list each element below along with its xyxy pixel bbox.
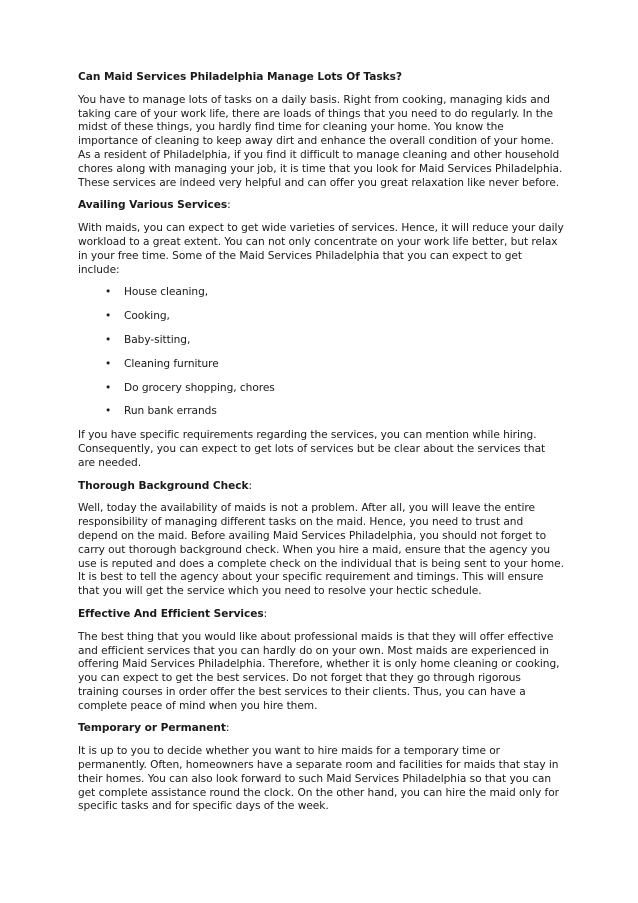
list-item-text: Cooking, bbox=[124, 310, 170, 323]
heading-colon: : bbox=[263, 607, 268, 620]
list-item-text: Do grocery shopping, chores bbox=[124, 381, 275, 394]
list-item bbox=[105, 334, 564, 348]
section-heading-effective-services bbox=[78, 608, 564, 622]
section-paragraph-background-check: Well, today the availability of maids is not a problem. After all, you will leave the entire responsibility of managing different tasks on the maid. Hence, you need to trust and depend on the maid. Before availing Maid Services Philadelphia, you should not forget to carry out thorough background check. When you hire a maid, ensure that the agency you use is reputed and does a complete check on the individual that is being sent to your home. It is best to tell the agency about your specific requirement and timings. This will ensure that you will get the service which you need to resolve your hectic schedule. bbox=[78, 502, 564, 598]
list-item bbox=[105, 286, 564, 300]
section-heading-temporary-permanent bbox=[78, 722, 564, 736]
bullet-icon: • bbox=[105, 333, 112, 346]
section-paragraph-availing-services: With maids, you can expect to get wide varieties of services. Hence, it will reduce your daily workload to a great extent. You can not only concentrate on your work life better, but relax in your free time. Some of the Maid Services Philadelphia that you can expect to get include: bbox=[78, 222, 564, 276]
list-item-text: Baby-sitting, bbox=[124, 333, 191, 346]
services-list bbox=[78, 286, 564, 419]
list-item-text: Run bank errands bbox=[124, 405, 217, 418]
bullet-icon: • bbox=[105, 381, 112, 394]
list-item-text: Cleaning furniture bbox=[124, 357, 219, 370]
list-item-text: House cleaning, bbox=[124, 286, 209, 299]
section-paragraph-specific-requirements: If you have specific requirements regarding the services, you can mention while hiring. Consequently, you can expect to get lots of services but be clear about the services that are needed. bbox=[78, 429, 546, 469]
list-item bbox=[105, 358, 564, 372]
section-paragraph-effective-services: The best thing that you would like about professional maids is that they will offer effective and efficient services that you can hardly do on your own. Most maids are experienced in offering Maid Services Philadelphia. Therefore, whether it is only home cleaning or cooking, you can expect to get the best services. Do not forget that they go through rigorous training courses in order offer the best services to their clients. Thus, you can have a complete peace of mind when you hire them. bbox=[78, 630, 560, 712]
document-page bbox=[78, 71, 564, 823]
heading-colon: : bbox=[225, 722, 230, 735]
section-paragraph-temporary-permanent: It is up to you to decide whether you want to hire maids for a temporary time or permanently. Often, homeowners have a separate room and facilities for maids that stay in their homes. You can also look forward to such Maid Services Philadelphia so that you can get complete assistance round the clock. On the other hand, you can hire the maid only for specific tasks and for specific days of the week. bbox=[78, 745, 559, 813]
section-heading-availing-services bbox=[78, 199, 564, 213]
intro-paragraph: You have to manage lots of tasks on a daily basis. Right from cooking, managing kids and taking care of your work life, there are loads of things that you need to do regularly. In the midst of these things, you hardly find time for cleaning your home. You know the importance of cleaning to keep away dirt and enhance the overall condition of your home. As a resident of Philadelphia, if you find it difficult to manage cleaning and other household chores along with managing your job, it is time that you look for Maid Services Philadelphia. These services are indeed very helpful and can offer you great relaxation like never before. bbox=[78, 93, 563, 189]
list-item bbox=[105, 310, 564, 324]
bullet-icon: • bbox=[105, 357, 112, 370]
bullet-icon: • bbox=[105, 286, 112, 299]
heading-colon: : bbox=[248, 479, 253, 492]
section-heading-text: Availing Various Services bbox=[78, 199, 228, 212]
section-heading-text: Thorough Background Check bbox=[78, 479, 249, 492]
section-heading-background-check bbox=[78, 480, 564, 494]
section-heading-text: Temporary or Permanent bbox=[78, 722, 226, 735]
bullet-icon: • bbox=[105, 310, 112, 323]
heading-colon: : bbox=[227, 199, 231, 212]
list-item bbox=[105, 382, 564, 396]
section-heading-text: Effective And Efficient Services bbox=[78, 607, 264, 620]
bullet-icon: • bbox=[105, 405, 112, 418]
list-item bbox=[105, 405, 564, 419]
document-title: Can Maid Services Philadelphia Manage Lots Of Tasks? bbox=[78, 71, 402, 83]
